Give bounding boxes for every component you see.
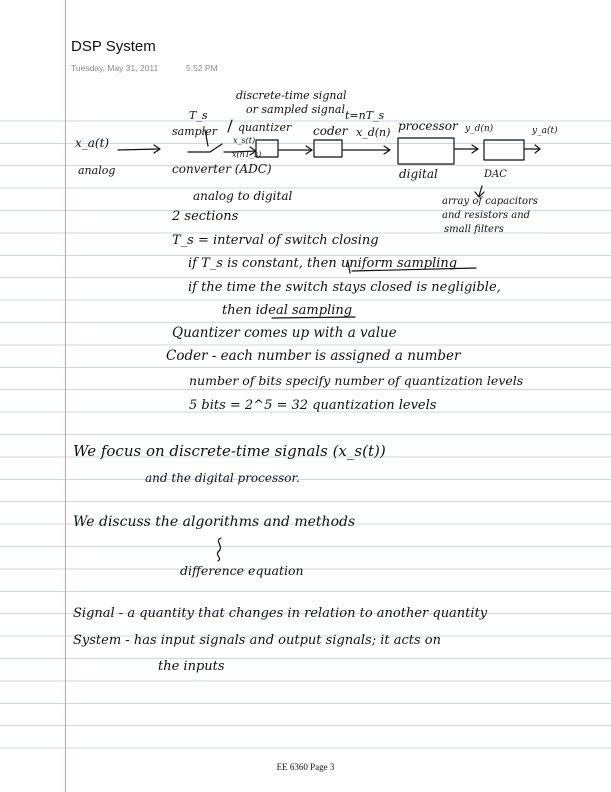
- coder-box: [314, 140, 342, 157]
- system-definition-line: System - has input signals and output signals; it acts on: [73, 633, 442, 648]
- xnts-label: x(nT_s): [232, 150, 262, 159]
- discuss-line: We discuss the algorithms and methods: [73, 514, 356, 530]
- coder-label: coder: [313, 124, 348, 138]
- input-arrow: [118, 149, 160, 150]
- page-time: 5:52 PM: [186, 63, 218, 73]
- digital-label: digital: [399, 167, 438, 181]
- margin-line: [65, 0, 66, 792]
- xd-label: x_d(n): [356, 126, 391, 139]
- ya-label: y_a(t): [532, 126, 558, 136]
- discrete-signal-note: discrete-time signal: [236, 89, 347, 102]
- processor-label: processor: [398, 119, 458, 133]
- ts-definition: T_s = interval of switch closing: [172, 233, 379, 248]
- sampled-signal-note: or sampled signal: [246, 103, 345, 116]
- five-bits-line: 5 bits = 2^5 = 32 quantization levels: [189, 398, 437, 413]
- difference-equation-line: difference equation: [180, 563, 304, 578]
- sampler-label: sampler: [172, 125, 217, 138]
- dac-box: [484, 140, 524, 160]
- converter-label: converter (ADC): [172, 162, 272, 176]
- xs-label: x_s(t): [233, 136, 256, 145]
- yd-label: y_d(n): [465, 124, 494, 134]
- dac-note-3: small filters: [444, 224, 504, 235]
- page-footer: EE 6360 Page 3: [276, 762, 335, 772]
- quantizer-line: Quantizer comes up with a value: [172, 325, 397, 341]
- ts-label: T_s: [189, 109, 208, 122]
- ideal-sampling-line: then ideal sampling: [222, 303, 353, 318]
- bits-line: number of bits specify number of quantization levels: [189, 373, 524, 388]
- t-equals-label: t=nT_s: [345, 109, 385, 122]
- quantizer-label: quantizer: [238, 121, 292, 134]
- analog-label: analog: [78, 164, 116, 177]
- uniform-sampling-line: if T_s is constant, then uniform sampling: [188, 256, 458, 271]
- input-signal-label: x_a(t): [75, 136, 110, 150]
- coder-line: Coder - each number is assigned a number: [166, 348, 461, 364]
- processor-box: [398, 138, 454, 164]
- switch-time-line: if the time the switch stays closed is negligible,: [188, 280, 501, 295]
- page-date: Tuesday, May 31, 2011: [71, 63, 159, 73]
- brace-mark: [217, 538, 221, 561]
- dac-label: DAC: [484, 169, 507, 180]
- analog-to-digital-note: analog to digital: [193, 189, 293, 203]
- focus-line-2: and the digital processor.: [145, 471, 300, 485]
- dac-note-1: array of capacitors: [442, 196, 538, 207]
- page-title: DSP System: [71, 38, 156, 55]
- inputs-line: the inputs: [158, 659, 225, 674]
- signal-definition-line: Signal - a quantity that changes in relation to another quantity: [73, 606, 488, 621]
- sampler-switch: [188, 144, 222, 152]
- two-sections-note: 2 sections: [172, 209, 239, 224]
- focus-line-1: We focus on discrete-time signals (x_s(t)): [73, 442, 386, 460]
- dac-note-2: and resistors and: [442, 210, 531, 221]
